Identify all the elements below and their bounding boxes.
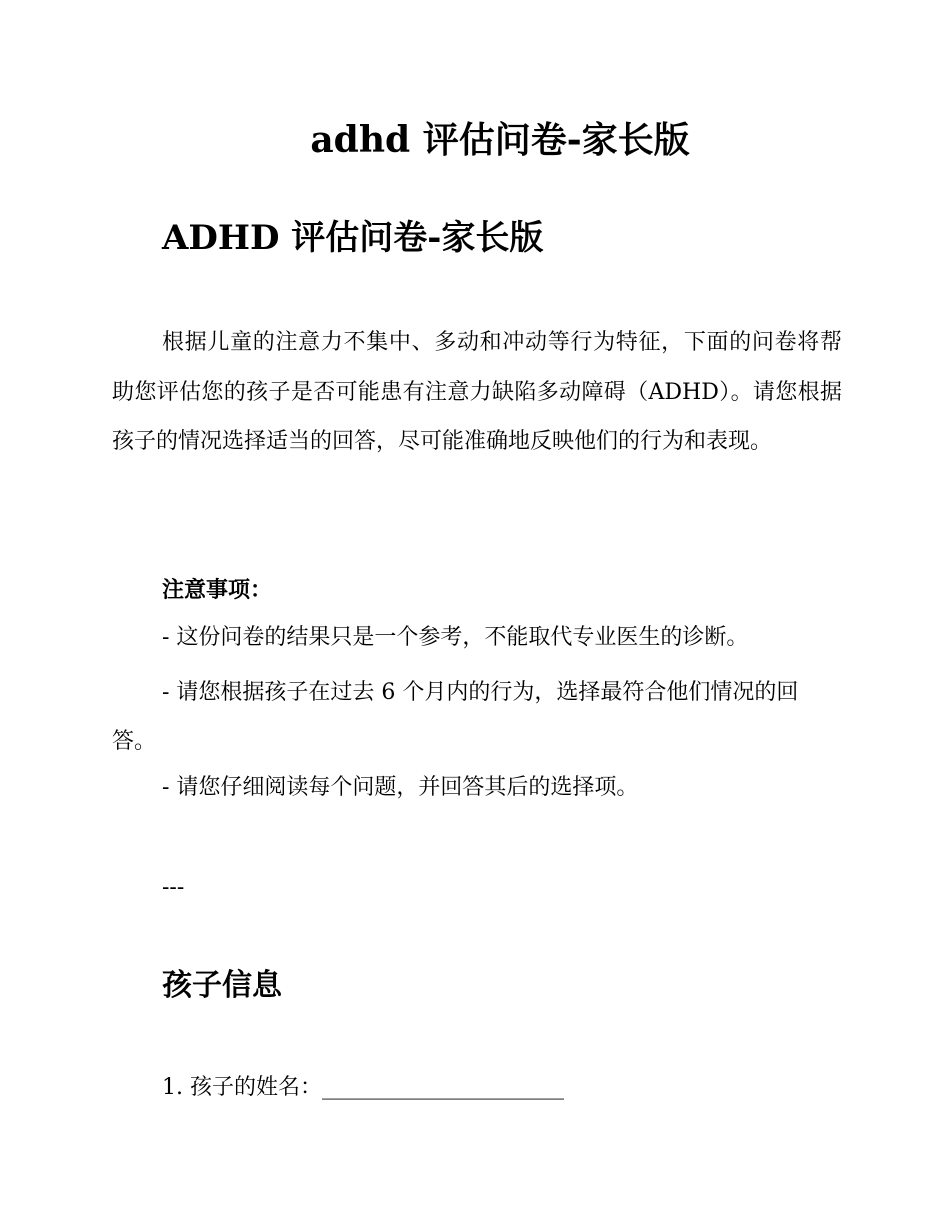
questionnaire-heading: ADHD 评估问卷-家长版 — [162, 218, 544, 258]
note-item: - 请您根据孩子在过去 6 个月内的行为，选择最符合他们情况的回答。 — [112, 680, 799, 754]
note-item: - 这份问卷的结果只是一个参考，不能取代专业医生的诊断。 — [162, 625, 749, 650]
child-info-heading: 孩子信息 — [162, 968, 282, 1003]
intro-paragraph: 根据儿童的注意力不集中、多动和冲动等行为特征，下面的问卷将帮助您评估您的孩子是否可能患有注意力缺陷多动障碍（ADHD）。请您根据孩子的情况选择适当的回答，尽可能准确地反映他们的行为和表现。 — [112, 330, 842, 454]
section-divider: --- — [162, 875, 185, 900]
document-title: adhd 评估问卷-家长版 — [310, 119, 690, 161]
notes-heading: 注意事项： — [162, 577, 273, 603]
note-item: - 请您仔细阅读每个问题，并回答其后的选择项。 — [162, 775, 639, 800]
child-name-blank[interactable]: ______________________ — [321, 1075, 564, 1100]
child-name-label: 1. 孩子的姓名： — [162, 1075, 322, 1100]
child-name-field — [162, 1068, 564, 1108]
